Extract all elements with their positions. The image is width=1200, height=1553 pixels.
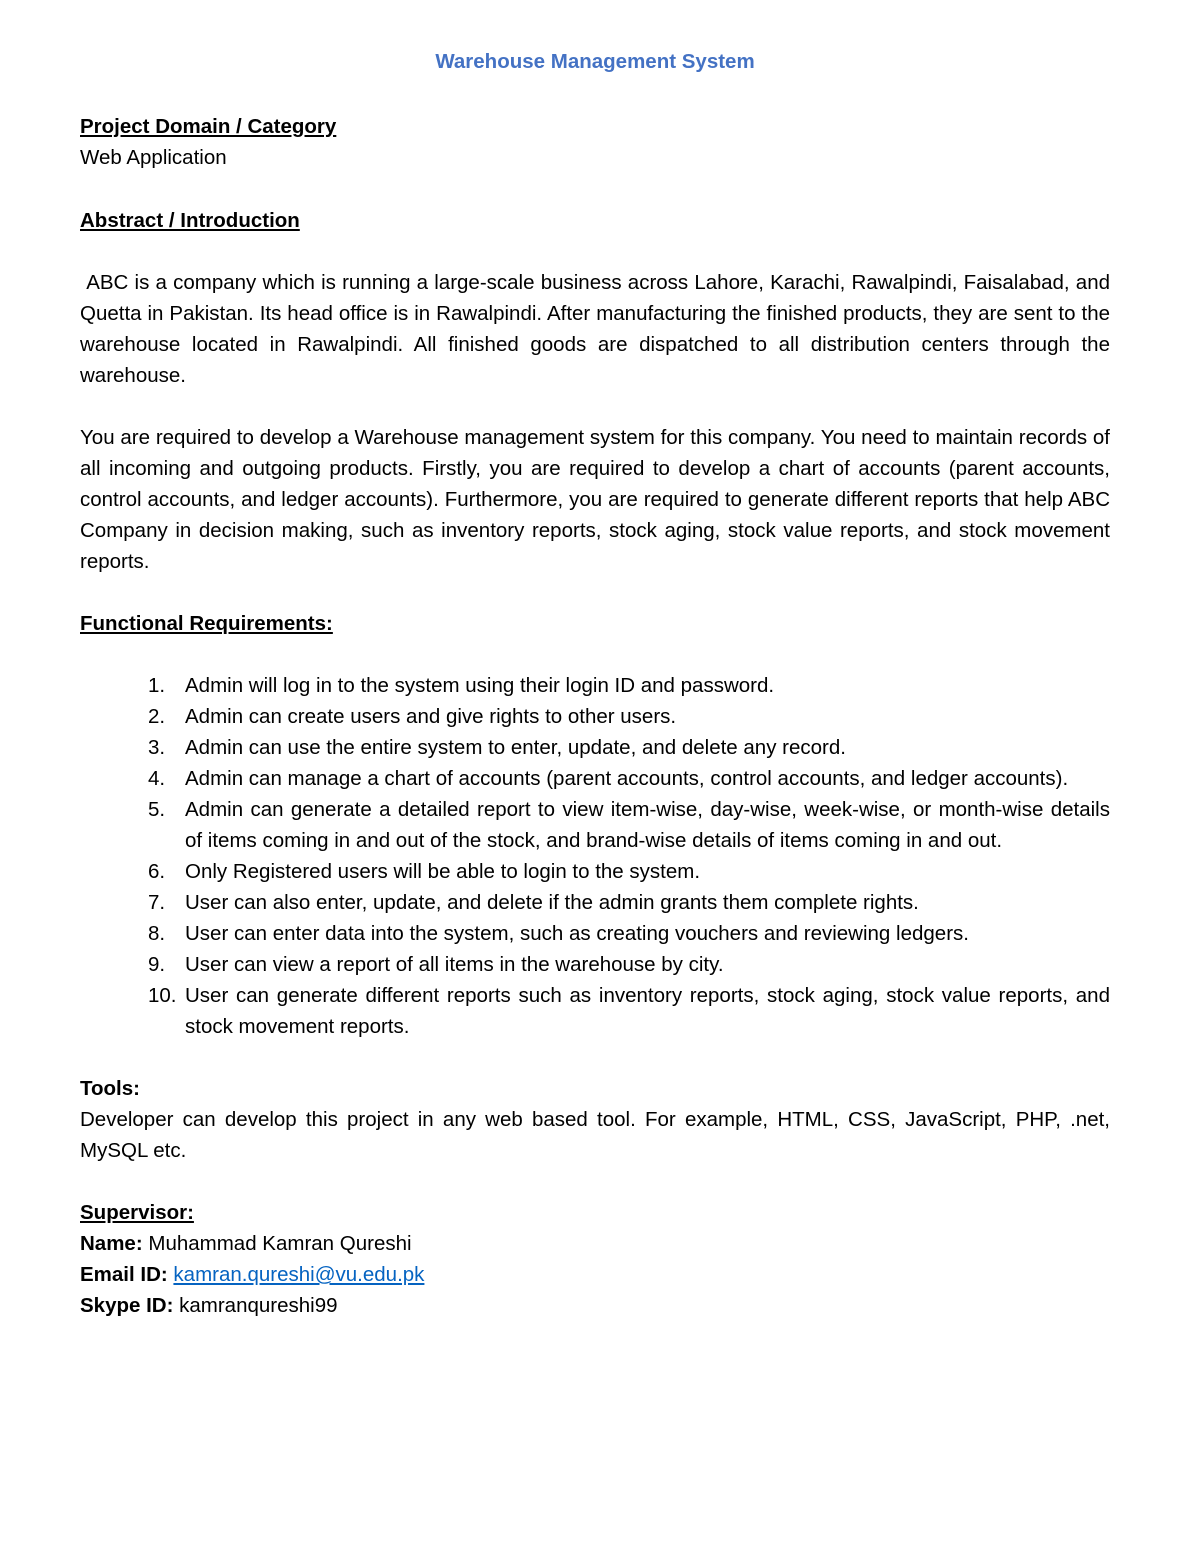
list-item-number: 7. bbox=[148, 891, 166, 914]
tools-text: Developer can develop this project in any web based tool. For example, HTML, CSS, JavaScript, PHP, .net, MySQL etc. bbox=[80, 1108, 1110, 1162]
tools-heading: Tools: bbox=[80, 1077, 140, 1100]
supervisor-heading: Supervisor: bbox=[80, 1201, 194, 1224]
abstract-heading: Abstract / Introduction bbox=[80, 209, 300, 232]
list-item-text: User can view a report of all items in the warehouse by city. bbox=[185, 953, 724, 976]
supervisor-skype-line bbox=[80, 1290, 1110, 1321]
list-item bbox=[80, 763, 1110, 794]
supervisor-name-label: Name: bbox=[80, 1232, 143, 1255]
list-item-text: Admin can generate a detailed report to view item-wise, day-wise, week-wise, or month-wise details of items coming in and out of the stock, and brand-wise details of items coming in and out. bbox=[185, 798, 1110, 852]
abstract-paragraph-2: You are required to develop a Warehouse management system for this company. You need to maintain records of all incoming and outgoing products. Firstly, you are required to develop a chart of accounts (parent accounts, control accounts, and ledger accounts). Furthermore, you are required to generate different reports that help ABC Company in decision making, such as inventory reports, stock aging, stock value reports, and stock movement reports. bbox=[80, 426, 1110, 573]
list-item-text: User can generate different reports such as inventory reports, stock aging, stock value reports, and stock movement reports. bbox=[185, 984, 1110, 1038]
list-item-text: Admin will log in to the system using their login ID and password. bbox=[185, 674, 775, 697]
list-item-number: 2. bbox=[148, 705, 166, 728]
list-item-number: 8. bbox=[148, 922, 166, 945]
list-item-number: 4. bbox=[148, 767, 166, 790]
functional-requirements-heading: Functional Requirements: bbox=[80, 612, 333, 635]
list-item-number: 5. bbox=[148, 798, 166, 821]
list-item bbox=[80, 949, 1110, 980]
list-item-number: 6. bbox=[148, 860, 166, 883]
supervisor-email-line bbox=[80, 1259, 1110, 1290]
supervisor-skype-value: kamranqureshi99 bbox=[173, 1294, 338, 1317]
list-item-number: 9. bbox=[148, 953, 166, 976]
supervisor-name-line bbox=[80, 1228, 1110, 1259]
list-item-text: Admin can manage a chart of accounts (parent accounts, control accounts, and ledger accounts). bbox=[185, 767, 1069, 790]
project-domain-heading: Project Domain / Category bbox=[80, 115, 337, 138]
list-item bbox=[80, 701, 1110, 732]
list-item bbox=[80, 670, 1110, 701]
list-item-text: User can enter data into the system, such as creating vouchers and reviewing ledgers. bbox=[185, 922, 969, 945]
abstract-paragraph-1: ABC is a company which is running a large-scale business across Lahore, Karachi, Rawalpindi, Faisalabad, and Quetta in Pakistan. Its head office is in Rawalpindi. After manufacturing the finished products, they are sent to the warehouse located in Rawalpindi. All finished goods are dispatched to all distribution centers through the warehouse. bbox=[80, 271, 1116, 387]
supervisor-email-link[interactable]: kamran.qureshi@vu.edu.pk bbox=[173, 1263, 425, 1286]
list-item-number: 3. bbox=[148, 736, 166, 759]
document-title: Warehouse Management System bbox=[435, 50, 755, 73]
list-item-text: Admin can create users and give rights to other users. bbox=[185, 705, 677, 728]
list-item bbox=[80, 980, 1110, 1042]
list-item bbox=[80, 856, 1110, 887]
list-item-text: Only Registered users will be able to login to the system. bbox=[185, 860, 701, 883]
list-item bbox=[80, 732, 1110, 763]
document-page bbox=[80, 46, 1116, 1321]
supervisor-skype-label: Skype ID: bbox=[80, 1294, 174, 1317]
project-domain-value: Web Application bbox=[80, 146, 227, 169]
list-item-text: User can also enter, update, and delete if the admin grants them complete rights. bbox=[185, 891, 919, 914]
functional-requirements-list bbox=[80, 670, 1110, 1042]
supervisor-email-label: Email ID: bbox=[80, 1263, 168, 1286]
supervisor-name-value: Muhammad Kamran Qureshi bbox=[142, 1232, 412, 1255]
list-item-text: Admin can use the entire system to enter, update, and delete any record. bbox=[185, 736, 846, 759]
list-item bbox=[80, 887, 1110, 918]
list-item bbox=[80, 918, 1110, 949]
list-item bbox=[80, 794, 1110, 856]
list-item-number: 10. bbox=[148, 984, 177, 1007]
list-item-number: 1. bbox=[148, 674, 166, 697]
